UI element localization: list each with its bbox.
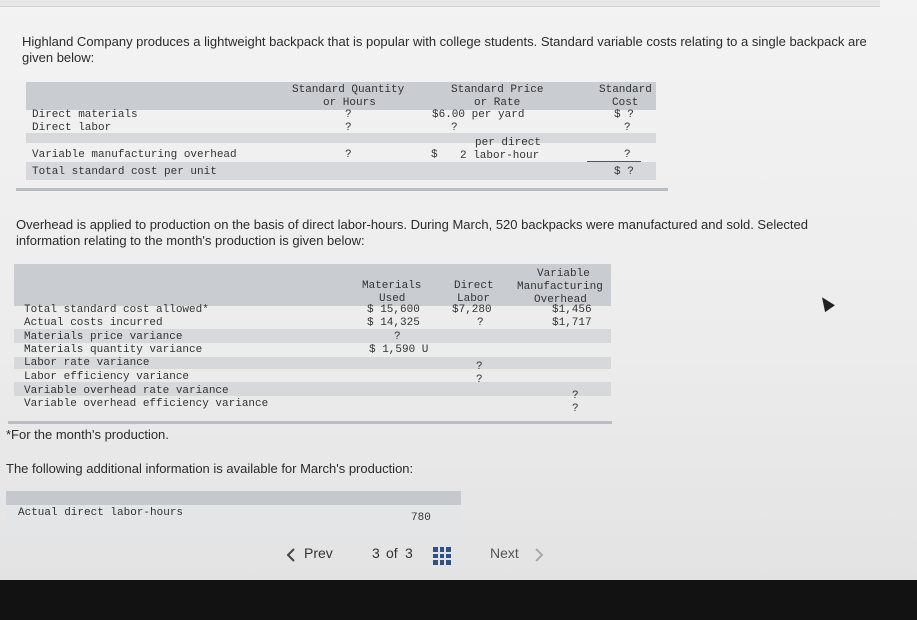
t2-h-mat-2: Used	[379, 293, 406, 305]
t2-h-dl-1: Direct	[454, 280, 494, 292]
t2-row-voh: $1,456	[552, 304, 592, 316]
t2-h-voh-1: Variable	[537, 268, 590, 280]
prev-label: Prev	[304, 545, 333, 561]
page-indicator	[370, 545, 420, 565]
page-current: 3	[372, 545, 380, 561]
t2-h-mat-1: Materials	[362, 280, 422, 292]
t2-row-voh: $1,717	[552, 317, 592, 329]
t1-h-cost-2: Cost	[612, 97, 639, 109]
footnote: *For the month's production.	[6, 427, 169, 442]
t2-row-dl[interactable]: ?	[476, 374, 483, 386]
prev-button[interactable]	[284, 545, 344, 565]
mouse-cursor-icon	[817, 294, 835, 312]
page-of: of	[386, 545, 398, 561]
t2-row-mat[interactable]: ?	[394, 331, 401, 343]
t2-row-dl[interactable]: ?	[477, 317, 484, 329]
t1-row-cost[interactable]: $ ?	[614, 166, 634, 178]
t2-row-label: Labor efficiency variance	[24, 371, 190, 383]
t2-row-label: Actual costs incurred	[24, 317, 163, 329]
top-bar	[0, 0, 880, 7]
t2-row-mat: $ 14,325	[367, 317, 420, 329]
grid-icon[interactable]	[433, 547, 451, 565]
table2-bottom-rule	[8, 421, 612, 424]
t1-row-price-dollar: $	[431, 149, 438, 161]
t1-row-cost[interactable]: ?	[624, 122, 631, 134]
next-button[interactable]	[490, 545, 550, 565]
t1-h-price-2: or Rate	[474, 97, 521, 109]
t1-row-cost[interactable]: ?	[624, 149, 631, 161]
chevron-right-icon	[534, 548, 544, 562]
table3-header-band	[6, 491, 461, 505]
t2-h-voh-2: Manufacturing	[517, 281, 603, 293]
t1-h-qty-2: or Hours	[323, 97, 376, 109]
t3-label: Actual direct labor-hours	[18, 507, 184, 519]
t2-row-dl: $7,280	[452, 304, 492, 316]
t1-row-label: Total standard cost per unit	[32, 166, 217, 178]
t1-row-price-line2: 2 labor-hour	[460, 150, 540, 162]
t1-h-qty-1: Standard Quantity	[292, 84, 405, 96]
t2-row-label: Variable overhead rate variance	[24, 385, 229, 397]
t2-row-label: Materials price variance	[24, 331, 183, 343]
page-total: 3	[405, 545, 413, 561]
t2-h-dl-2: Labor	[457, 293, 491, 305]
t2-h-voh-3: Overhead	[534, 294, 587, 306]
t2-row-label: Labor rate variance	[24, 357, 150, 369]
t2-row-label: Variable overhead efficiency variance	[24, 398, 269, 410]
t2-row-label: Total standard cost allowed*	[24, 304, 209, 316]
bottom-bezel	[0, 580, 917, 620]
t2-row-mat: $ 1,590 U	[369, 344, 429, 356]
t1-row-qty[interactable]: ?	[345, 149, 352, 161]
t1-row-price[interactable]: ?	[451, 122, 458, 134]
t1-row-price-line1: per direct	[475, 137, 542, 149]
t1-row-label: Direct materials	[32, 109, 138, 121]
t2-row-dl[interactable]: ?	[476, 361, 483, 373]
t1-row-qty[interactable]: ?	[345, 122, 352, 134]
t2-row-mat: $ 15,600	[367, 304, 420, 316]
t2-row-voh[interactable]: ?	[572, 390, 579, 402]
intro-text: Highland Company produces a lightweight backpack that is popular with college students. Standard variable costs relating to a single backpack are given below:	[22, 34, 867, 65]
t2-row-voh[interactable]: ?	[572, 403, 579, 415]
t1-row-label: Variable manufacturing overhead	[32, 149, 237, 161]
next-label: Next	[490, 545, 519, 561]
additional-text: The following additional information is available for March's production:	[6, 461, 414, 476]
t2-row-label: Materials quantity variance	[24, 344, 203, 356]
t1-row-cost[interactable]: $ ?	[614, 109, 634, 121]
t1-row-qty[interactable]: ?	[345, 109, 352, 121]
t1-row-label: Direct labor	[32, 122, 112, 134]
middle-text: Overhead is applied to production on the basis of direct labor-hours. During March, 520 backpacks were manufactured and sold. Selected information relating to the month's production is given below:	[16, 217, 809, 248]
t1-h-cost-1: Standard	[599, 84, 652, 96]
table1-band-2	[26, 133, 656, 143]
t1-cost-underline	[587, 161, 641, 162]
t1-h-price-1: Standard Price	[451, 84, 544, 96]
table1-bottom-rule	[16, 188, 668, 191]
t1-row-price: $6.00 per yard	[432, 109, 525, 121]
t3-value: 780	[411, 512, 431, 524]
chevron-left-icon	[286, 548, 296, 562]
